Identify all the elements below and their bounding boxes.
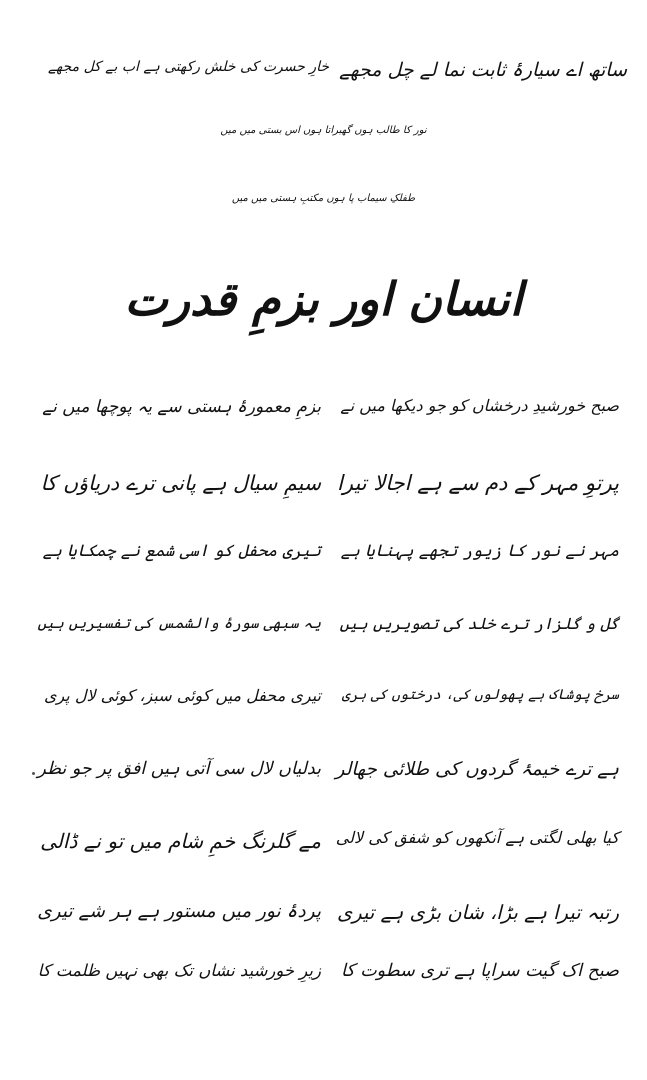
verse-7-left: مے گلرنگ خمِ شام میں تو نے ڈالی bbox=[40, 829, 321, 853]
intro-line-1-left: خارِ حسرت کی خلش رکھتی ہے اب بے کل مجھے bbox=[47, 59, 329, 75]
verse-8-left: پردۂ نور میں مستور ہے ہر شے تیری bbox=[37, 901, 321, 922]
verse-1-left: بزمِ معمورۂ ہستی سے یہ پوچھا میں نے bbox=[42, 397, 321, 417]
verse-3-right: مہر نے نور کا زیور تجھے پہنایا ہے bbox=[340, 541, 619, 560]
verse-5-left: تیری محفل میں کوئی سبز، کوئی لال پری bbox=[43, 686, 321, 705]
verse-6-right: ہے ترے خیمۂ گردوں کی طلائی جھالر bbox=[335, 759, 619, 780]
verse-9-right: صبح اک گیت سراپا ہے تری سطوت کا bbox=[340, 961, 619, 981]
verse-1-right: صبح خورشیدِ درخشاں کو جو دیکھا میں نے bbox=[340, 396, 619, 415]
verse-4-left: یہ سبھی سورۂ والشمس کی تفسیریں ہیں bbox=[37, 614, 321, 632]
verse-2-left: سیمِ سیال ہے پانی ترے دریاؤں کا bbox=[40, 471, 321, 495]
verse-2-right: پرتوِ مہر کے دم سے ہے اجالا تیرا bbox=[337, 471, 619, 495]
verse-7-right: کیا بھلی لگتی ہے آنکھوں کو شفق کی لالی bbox=[335, 828, 619, 847]
scan-speck bbox=[32, 772, 35, 775]
poem-title: انسان اور بزمِ قدرت bbox=[124, 272, 523, 326]
intro-line-1-right: ساتھ اے سیارۂ ثابت نما لے چل مجھے bbox=[339, 59, 627, 81]
verse-8-right: رتبہ تیرا ہے بڑا، شان بڑی ہے تیری bbox=[336, 901, 619, 924]
intro-line-3: طفلکِ سیماب پا ہوں مکتبِ ہستی میں میں bbox=[231, 193, 416, 204]
verse-5-right: سرخ پوشاک ہے پھولوں کی، درختوں کی ہری bbox=[341, 687, 619, 703]
verse-6-left: بدلیاں لال سی آتی ہیں افق پر جو نظر bbox=[37, 759, 321, 779]
verse-4-right: گل و گلزار ترے خلد کی تصویریں ہیں bbox=[339, 614, 619, 633]
intro-line-2: نور کا طالب ہوں گھبراتا ہوں اس بستی میں میں bbox=[220, 125, 427, 136]
verse-9-left: زیرِ خورشید نشاں تک بھی نہیں ظلمت کا bbox=[37, 961, 321, 980]
verse-3-left: تیری محفل کو اسی شمع نے چمکایا ہے bbox=[42, 541, 321, 560]
